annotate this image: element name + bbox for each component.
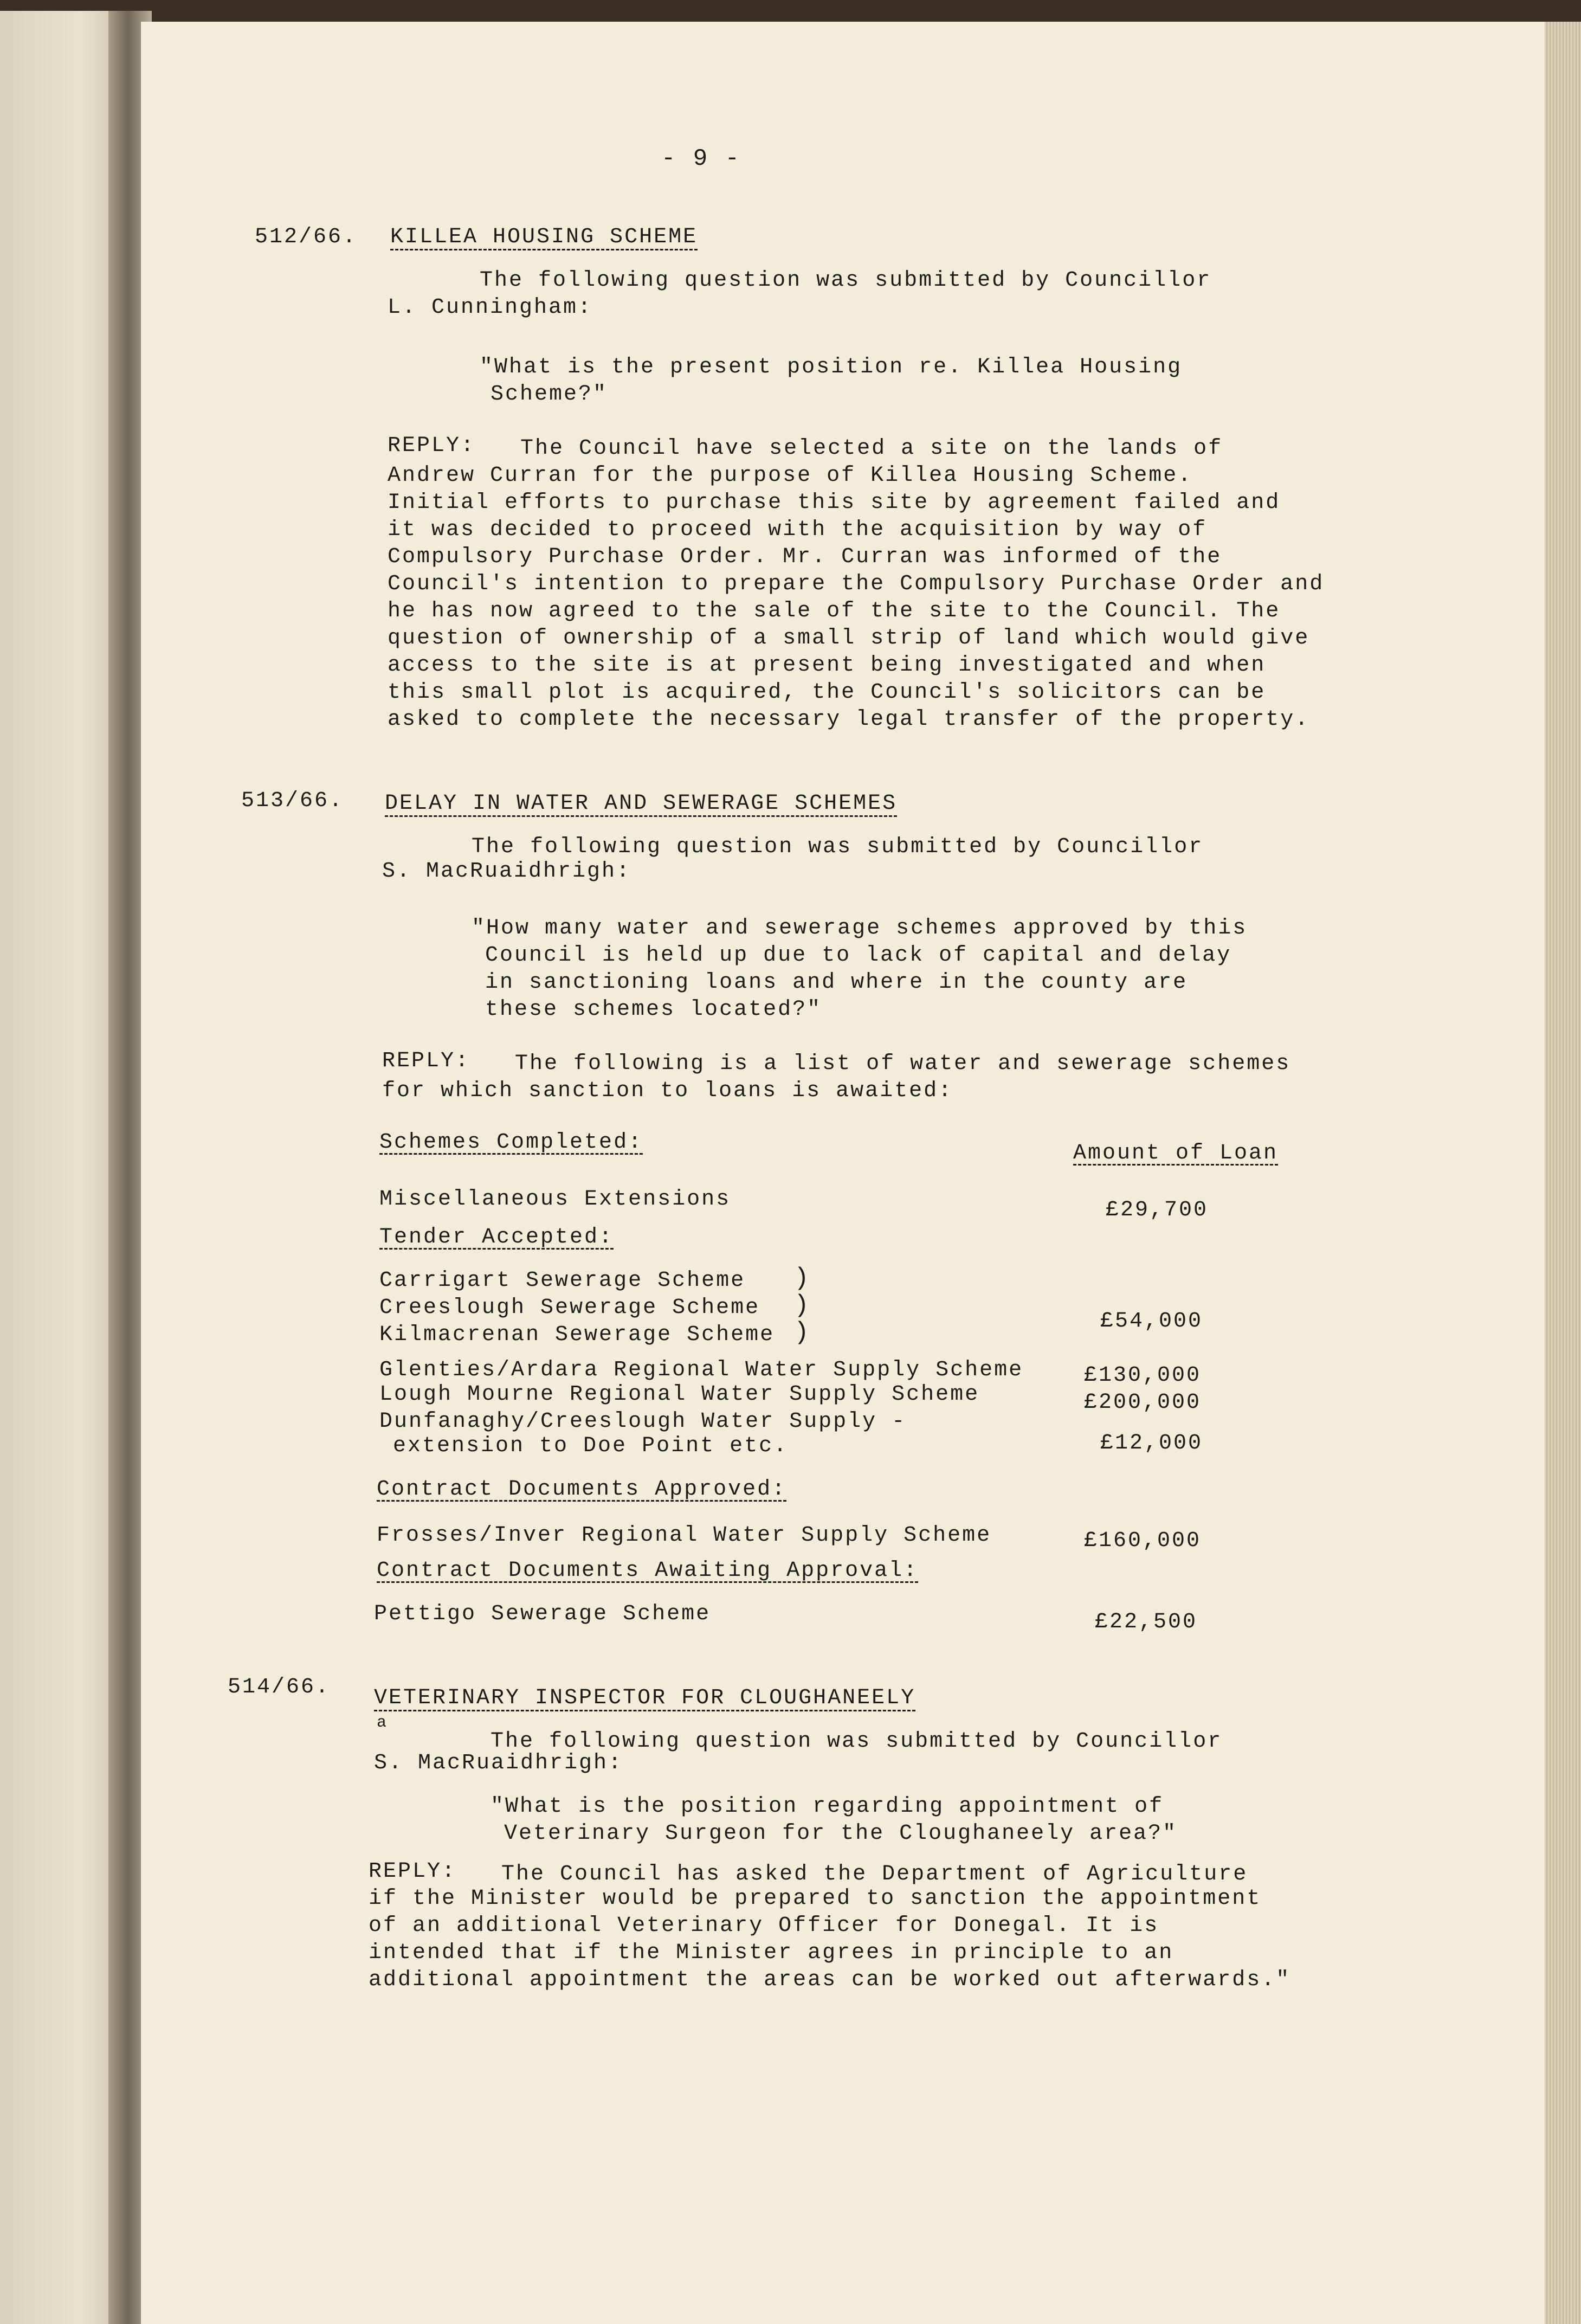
intro-line: L. Cunningham: xyxy=(388,295,593,320)
section-heading: KILLEA HOUSING SCHEME xyxy=(390,225,698,249)
scheme-name: Carrigart Sewerage Scheme xyxy=(379,1269,746,1293)
reply-line: it was decided to proceed with the acquisition by way of xyxy=(388,518,1208,542)
scheme-name: Pettigo Sewerage Scheme xyxy=(374,1602,711,1626)
reply-line: intended that if the Minister agrees in principle to an xyxy=(369,1941,1174,1965)
scheme-name: Kilmacrenan Sewerage Scheme xyxy=(379,1323,775,1347)
scheme-name: Dunfanaghy/Creeslough Water Supply - xyxy=(379,1409,907,1434)
scheme-name: Lough Mourne Regional Water Supply Scheme xyxy=(379,1382,980,1407)
reply-line: The Council has asked the Department of Agriculture xyxy=(501,1862,1248,1887)
section-ref: 513/66. xyxy=(241,789,344,813)
question-line: "What is the position regarding appointment of xyxy=(491,1794,1164,1819)
amount-header: Amount of Loan xyxy=(1073,1141,1279,1166)
question-line: "How many water and sewerage schemes approved by this xyxy=(472,916,1248,941)
reply-line: additional appointment the areas can be worked out afterwards." xyxy=(369,1968,1291,1992)
section-ref: 512/66. xyxy=(255,225,358,249)
group-title: Tender Accepted: xyxy=(379,1225,614,1250)
question-line: Scheme?" xyxy=(491,382,608,407)
reply-line: he has now agreed to the sale of the site to the Council. The xyxy=(388,599,1281,623)
reply-line: asked to complete the necessary legal transfer of the property. xyxy=(388,707,1310,732)
scheme-name: Creeslough Sewerage Scheme xyxy=(379,1296,760,1320)
scheme-name: Glenties/Ardara Regional Water Supply Scheme xyxy=(379,1358,1024,1382)
group-title: Contract Documents Awaiting Approval: xyxy=(377,1559,919,1583)
intro-line: S. MacRuaidhrigh: xyxy=(374,1751,623,1775)
reply-line: Council's intention to prepare the Compulsory Purchase Order and xyxy=(388,572,1325,596)
intro-line: The following question was submitted by Councillor xyxy=(491,1729,1223,1754)
reply-line: of an additional Veterinary Officer for Donegal. It is xyxy=(369,1914,1159,1938)
loan-amount: £160,000 xyxy=(1084,1529,1202,1553)
reply-line: The following is a list of water and sewerage schemes xyxy=(515,1052,1291,1076)
question-line: these schemes located?" xyxy=(485,997,822,1022)
loan-amount: £54,000 xyxy=(1100,1309,1203,1334)
scheme-name: Miscellaneous Extensions xyxy=(379,1187,731,1212)
reply-line: Compulsory Purchase Order. Mr. Curran was informed of the xyxy=(388,545,1222,569)
section-heading: VETERINARY INSPECTOR FOR CLOUGHANEELY xyxy=(374,1686,916,1710)
reply-label: REPLY: xyxy=(369,1859,457,1884)
question-line: Council is held up due to lack of capital and delay xyxy=(485,943,1232,968)
loan-amount: £29,700 xyxy=(1106,1198,1209,1222)
loan-amount: £22,500 xyxy=(1095,1610,1198,1634)
reply-line: question of ownership of a small strip of land which would give xyxy=(388,626,1310,651)
reply-line: if the Minister would be prepared to sanction the appointment xyxy=(369,1887,1262,1911)
reply-label: REPLY: xyxy=(382,1049,470,1073)
loan-amount: £200,000 xyxy=(1084,1390,1202,1415)
top-edge xyxy=(0,0,1581,22)
loan-amount: £12,000 xyxy=(1100,1431,1203,1456)
intro-line: S. MacRuaidhrigh: xyxy=(382,859,631,884)
margin-note: a xyxy=(377,1714,389,1732)
reply-line: this small plot is acquired, the Council's solicitors can be xyxy=(388,680,1266,705)
intro-line: The following question was submitted by Councillor xyxy=(480,268,1212,293)
bracket-mark: ) xyxy=(794,1318,811,1347)
reply-label: REPLY: xyxy=(388,434,476,458)
page-stack-edge xyxy=(1545,22,1581,2324)
section-heading: DELAY IN WATER AND SEWERAGE SCHEMES xyxy=(385,791,898,816)
reply-line: Andrew Curran for the purpose of Killea Housing Scheme. xyxy=(388,463,1193,488)
page-number: - 9 - xyxy=(661,145,741,172)
group-title: Schemes Completed: xyxy=(379,1130,643,1155)
reply-line: Initial efforts to purchase this site by agreement failed and xyxy=(388,491,1281,515)
reply-line: The Council have selected a site on the lands of xyxy=(520,436,1223,461)
question-line: "What is the present position re. Killea Housing xyxy=(480,355,1183,379)
section-ref: 514/66. xyxy=(228,1675,331,1699)
scheme-name: extension to Doe Point etc. xyxy=(393,1434,789,1458)
reply-line: access to the site is at present being investigated and when xyxy=(388,653,1266,678)
scheme-name: Frosses/Inver Regional Water Supply Scheme xyxy=(377,1523,992,1548)
bracket-mark: ) xyxy=(794,1291,811,1319)
question-line: Veterinary Surgeon for the Cloughaneely area?" xyxy=(504,1821,1178,1846)
loan-amount: £130,000 xyxy=(1084,1363,1202,1388)
group-title: Contract Documents Approved: xyxy=(377,1477,787,1502)
intro-line: The following question was submitted by Councillor xyxy=(472,835,1204,859)
reply-line: for which sanction to loans is awaited: xyxy=(382,1079,953,1103)
question-line: in sanctioning loans and where in the county are xyxy=(485,970,1188,995)
bracket-mark: ) xyxy=(794,1264,811,1292)
